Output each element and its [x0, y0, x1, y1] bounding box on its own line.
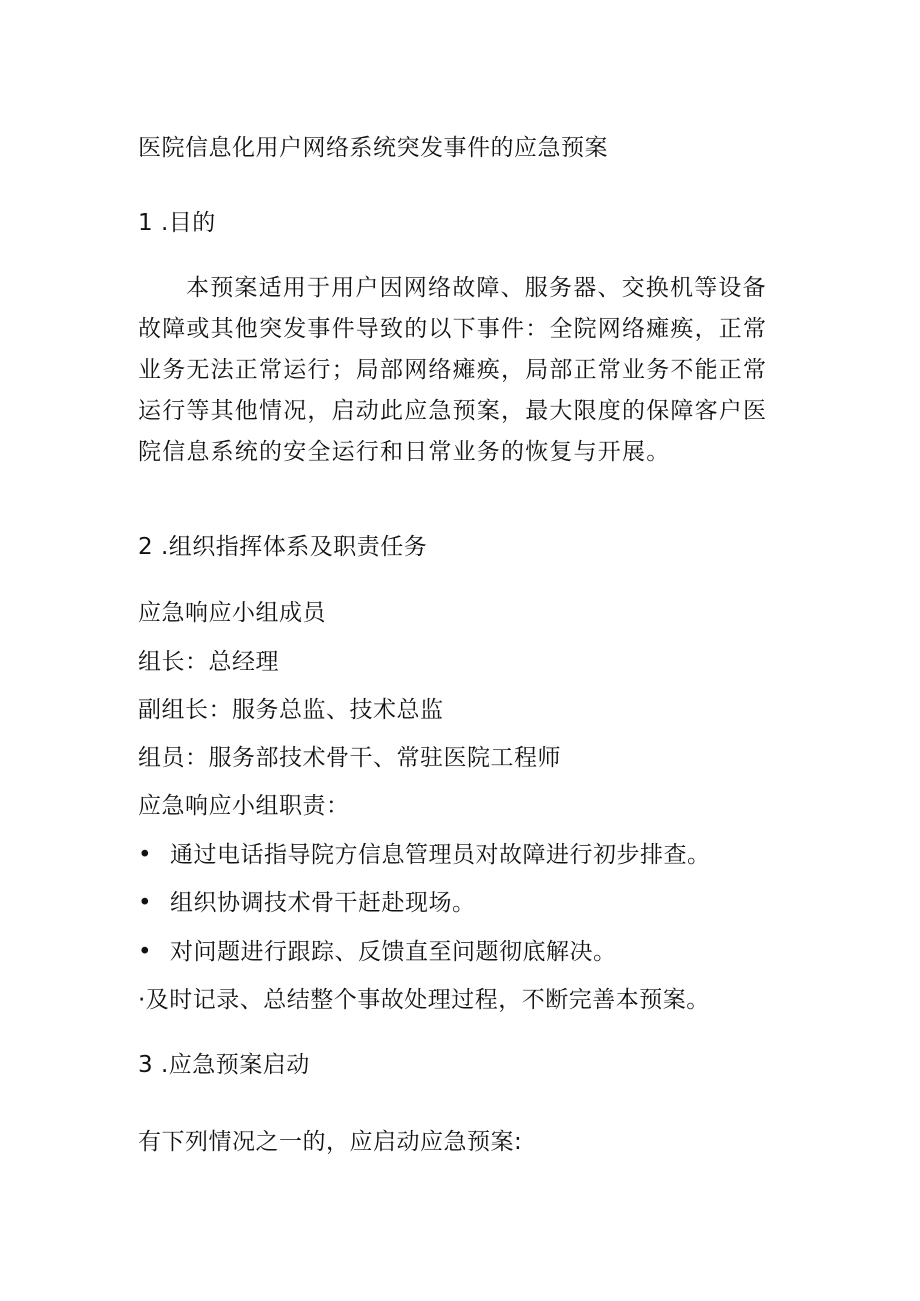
section-3-intro: 有下列情况之一的，应启动应急预案:	[138, 1129, 523, 1155]
list-item	[138, 840, 711, 870]
leader-line: 组长：总经理	[138, 649, 279, 675]
bullet-icon: •	[138, 842, 153, 868]
last-duty-line: ·及时记录、总结整个事故处理过程，不断完善本预案。	[138, 987, 710, 1013]
duty-text: 通过电话指导院方信息管理员对故障进行初步排查。	[170, 842, 711, 868]
section-3-heading: 3 .应急预案启动	[138, 1052, 310, 1078]
section-1-paragraph: 本预案适用于用户因网络故障、服务器、交换机等设备故障或其他突发事件导致的以下事件：全院网络瘫痪，正常业务无法正常运行；局部网络瘫痪，局部正常业务不能正常运行等其他情况，启动此应急预案，最大限度的保障客户医院信息系统的安全运行和日常业务的恢复与开展。	[138, 275, 768, 465]
section-2-heading: 2 .组织指挥体系及职责任务	[138, 534, 428, 560]
members-line: 组员：服务部技术骨干、常驻医院工程师	[138, 745, 561, 771]
duties-heading: 应急响应小组职责：	[138, 793, 350, 819]
duty-text: 组织协调技术骨干赶赴现场。	[170, 890, 476, 916]
bullet-icon: •	[138, 939, 153, 965]
duty-text: 对问题进行跟踪、反馈直至问题彻底解决。	[170, 939, 617, 965]
section-1-heading: 1 .目的	[138, 210, 216, 236]
list-item	[138, 888, 476, 918]
members-heading: 应急响应小组成员	[138, 600, 326, 626]
list-item	[138, 937, 617, 967]
bullet-icon: •	[138, 890, 153, 916]
document-title: 医院信息化用户网络系统突发事件的应急预案	[138, 135, 608, 161]
deputy-line: 副组长：服务总监、技术总监	[138, 697, 444, 723]
